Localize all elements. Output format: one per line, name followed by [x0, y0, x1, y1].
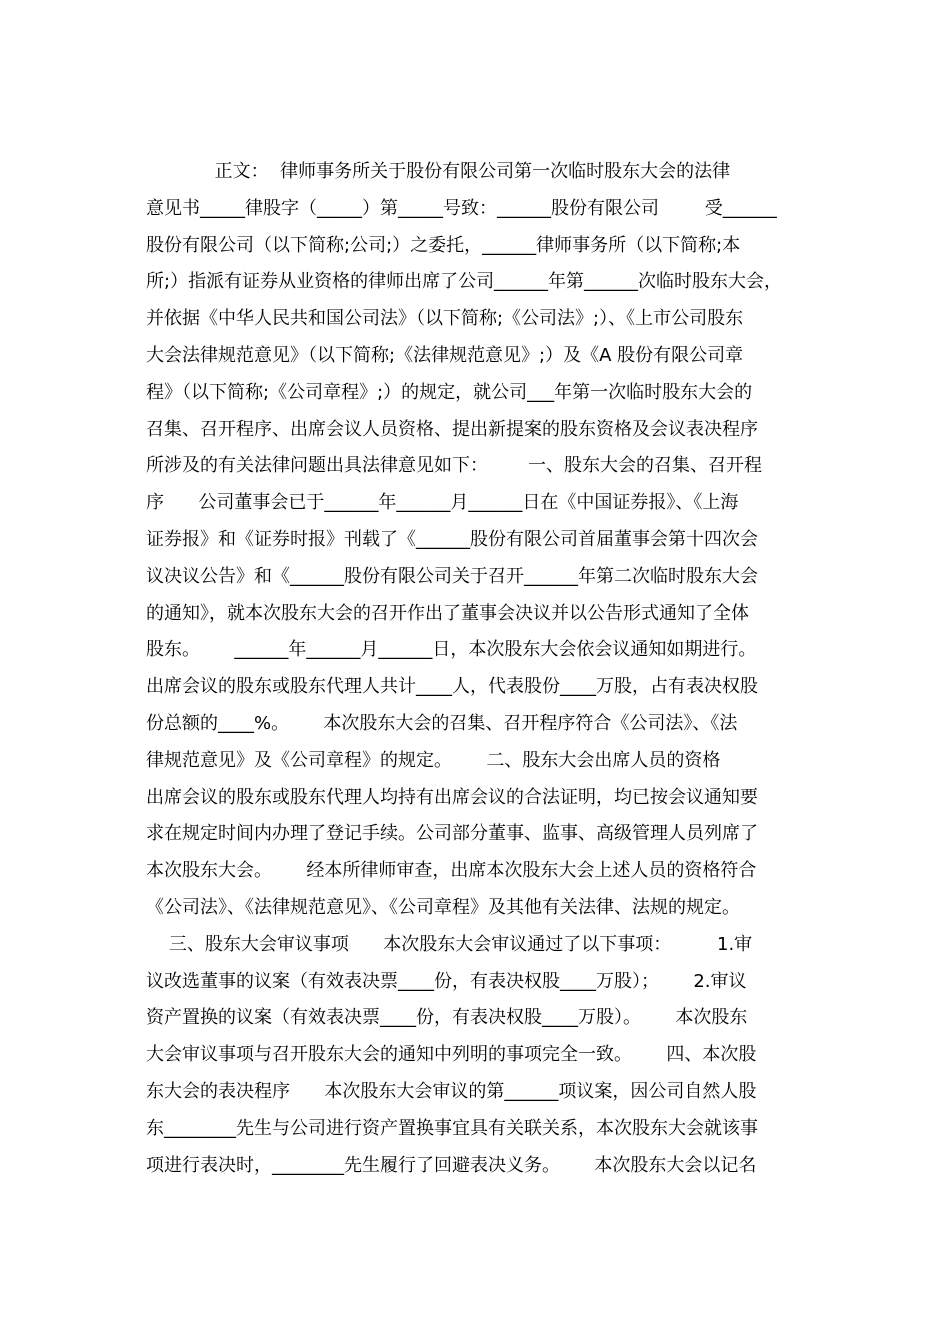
- text-line: 股份有限公司（以下简称;公司;）之委托，______律师事务所（以下简称;本: [146, 234, 741, 256]
- text-line: 所;）指派有证券从业资格的律师出席了公司______年第______次临时股东大会，: [146, 271, 783, 293]
- text-line: 三、股东大会审议事项 本次股东大会审议通过了以下事项： 1.审: [146, 933, 753, 955]
- text-line: 出席会议的股东或股东代理人均持有出席会议的合法证明，均已按会议通知要: [146, 786, 758, 808]
- text-line: 大会法律规范意见》（以下简称;《法律规范意见》;）及《A 股份有限公司章: [146, 344, 744, 366]
- text-line: 程》（以下简称;《公司章程》;）的规定，就公司___年第一次临时股东大会的: [146, 381, 753, 403]
- text-line: 意见书_____律股字（_____）第_____号致：______股份有限公司 受______: [146, 197, 777, 219]
- text-line: 议决议公告》和《______股份有限公司关于召开______年第二次临时股东大会: [146, 565, 758, 587]
- text-line: 律规范意见》及《公司章程》的规定。 二、股东大会出席人员的资格: [146, 749, 721, 771]
- text-line: 召集、召开程序、出席会议人员资格、提出新提案的股东资格及会议表决程序: [146, 418, 758, 440]
- text-line: 东________先生与公司进行资产置换事宜具有关联关系，本次股东大会就该事: [146, 1117, 758, 1139]
- text-line: 正文： 律师事务所关于股份有限公司第一次临时股东大会的法律: [146, 161, 731, 182]
- text-line: 份总额的____%。 本次股东大会的召集、召开程序符合《公司法》、《法: [146, 712, 738, 734]
- text-line: 所涉及的有关法律问题出具法律意见如下： 一、股东大会的召集、召开程: [146, 455, 763, 477]
- text-line: 的通知》，就本次股东大会的召开作出了董事会决议并以公告形式通知了全体: [146, 602, 749, 624]
- text-line: 项进行表决时，________先生履行了回避表决义务。 本次股东大会以记名: [146, 1154, 757, 1176]
- text-line: 本次股东大会。 经本所律师审查，出席本次股东大会上述人员的资格符合: [146, 860, 757, 882]
- text-line: 资产置换的议案（有效表决票____份，有表决权股____万股）。 本次股东: [146, 1007, 748, 1029]
- text-line: 证券报》和《证券时报》刊载了《______股份有限公司首届董事会第十四次会: [146, 528, 758, 550]
- text-line: 《公司法》、《法律规范意见》、《公司章程》及其他有关法律、法规的规定。: [146, 896, 740, 918]
- text-line: 股东。 ______年______月______日，本次股东大会依会议通知如期进行。: [146, 639, 757, 661]
- text-line: 出席会议的股东或股东代理人共计____人，代表股份____万股，占有表决权股: [146, 676, 758, 698]
- text-line: 求在规定时间内办理了登记手续。公司部分董事、监事、高级管理人员列席了: [146, 823, 758, 845]
- text-line: 并依据《中华人民共和国公司法》（以下简称;《公司法》;）、《上市公司股东: [146, 308, 744, 330]
- document-body: [146, 154, 810, 1184]
- text-line: 议改选董事的议案（有效表决票____份，有表决权股____万股）； 2.审议: [146, 970, 747, 992]
- text-line: 序 公司董事会已于______年______月______日在《中国证券报》、《上海: [146, 492, 739, 514]
- text-line: 大会审议事项与召开股东大会的通知中列明的事项完全一致。 四、本次股: [146, 1044, 757, 1066]
- text-line: 东大会的表决程序 本次股东大会审议的第______项议案，因公司自然人股: [146, 1080, 757, 1102]
